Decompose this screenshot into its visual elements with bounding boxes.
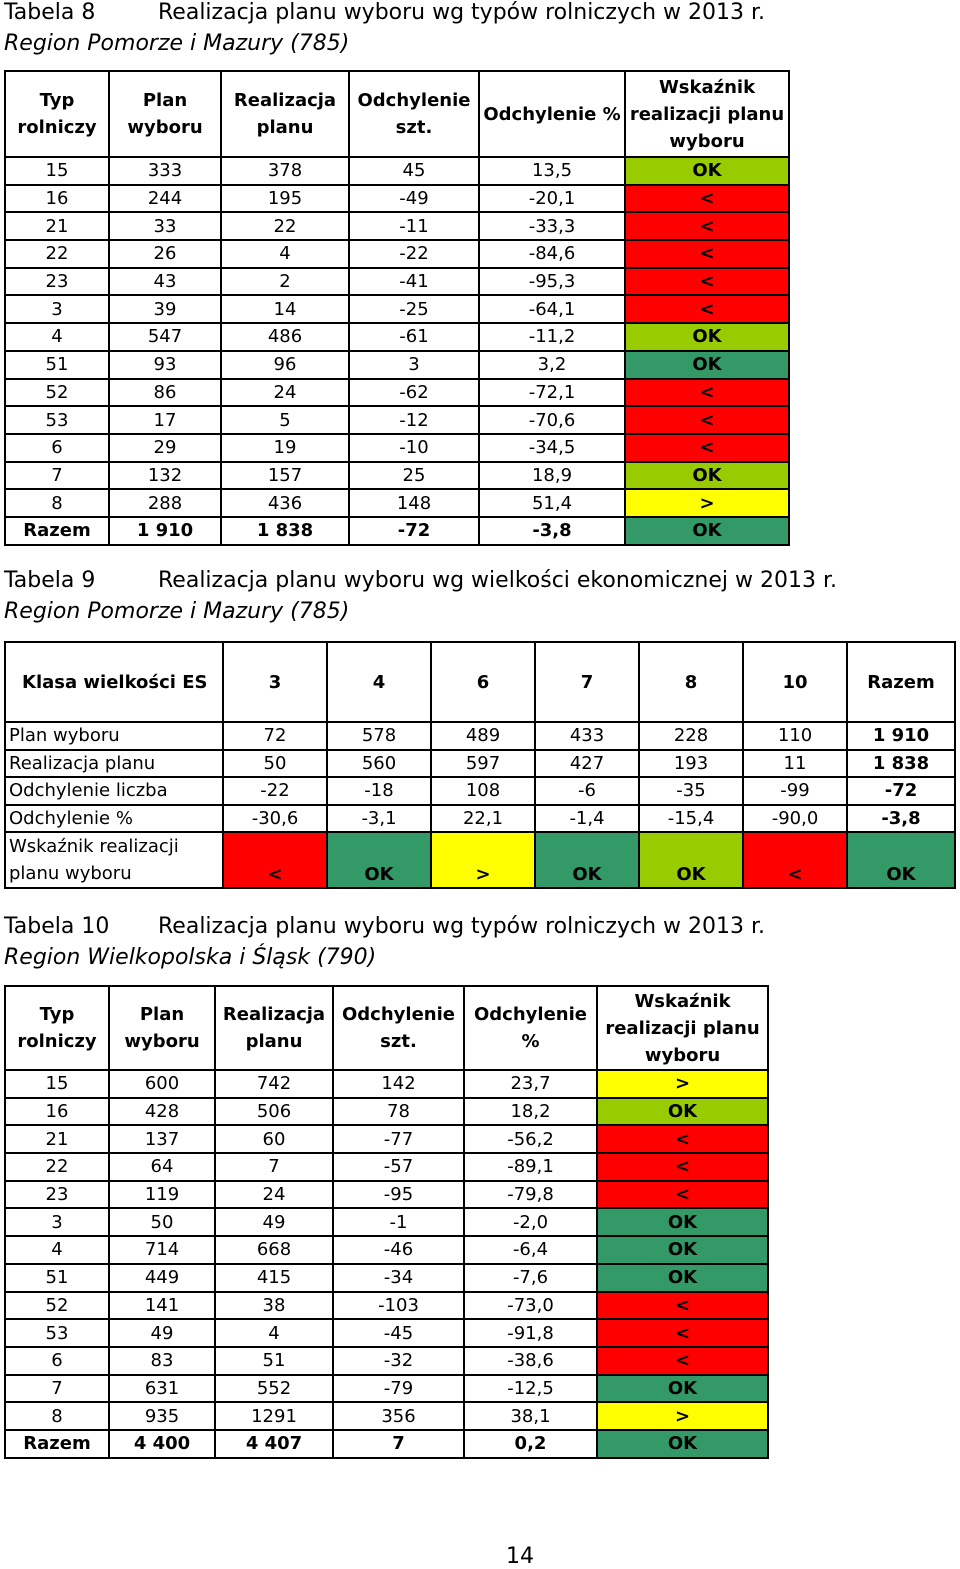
- table-row: [5, 351, 789, 379]
- table-cell: 356: [333, 1402, 464, 1430]
- table-cell: 8: [5, 1402, 109, 1430]
- table-row: [5, 1236, 768, 1264]
- table-cell: 6: [5, 434, 109, 462]
- table-cell: 935: [109, 1402, 215, 1430]
- indicator-cell: <: [597, 1347, 768, 1375]
- table-cell: 436: [221, 489, 349, 517]
- table9: [4, 641, 956, 889]
- table-row: [5, 434, 789, 462]
- table-cell: 1291: [215, 1402, 333, 1430]
- table-cell: -7,6: [464, 1264, 597, 1292]
- table-cell: -91,8: [464, 1319, 597, 1347]
- table-cell: 489: [431, 722, 535, 750]
- table-cell: 21: [5, 212, 109, 240]
- table-cell: 13,5: [479, 157, 625, 185]
- table-row: [5, 805, 955, 833]
- column-header: Typ rolniczy: [5, 986, 109, 1070]
- table-row: [5, 1153, 768, 1181]
- indicator-cell: <: [625, 406, 789, 434]
- table-cell: 6: [5, 1347, 109, 1375]
- table-cell: 78: [333, 1098, 464, 1126]
- indicator-cell: <: [625, 295, 789, 323]
- column-header: Typ rolniczy: [5, 71, 109, 157]
- indicator-cell: OK: [639, 832, 743, 888]
- column-header: 6: [431, 642, 535, 722]
- table-cell: 52: [5, 1292, 109, 1320]
- column-header: 10: [743, 642, 847, 722]
- column-header: 8: [639, 642, 743, 722]
- table-cell: 23: [5, 268, 109, 296]
- table-cell: 142: [333, 1070, 464, 1098]
- table-cell: 64: [109, 1153, 215, 1181]
- table-cell: -2,0: [464, 1208, 597, 1236]
- total-cell: -72: [847, 777, 955, 805]
- table9-region: Region Pomorze i Mazury (785): [4, 599, 350, 624]
- table-cell: -84,6: [479, 240, 625, 268]
- table-row: [5, 1125, 768, 1153]
- table-cell: 2: [221, 268, 349, 296]
- table-cell: 3: [349, 351, 479, 379]
- indicator-cell: OK: [597, 1264, 768, 1292]
- table-cell: 7: [215, 1153, 333, 1181]
- table-cell: -77: [333, 1125, 464, 1153]
- indicator-cell: <: [597, 1292, 768, 1320]
- table-cell: -3,1: [327, 805, 431, 833]
- total-row: [5, 517, 789, 545]
- indicator-cell: <: [597, 1125, 768, 1153]
- table-cell: -79,8: [464, 1181, 597, 1209]
- table-cell: 43: [109, 268, 221, 296]
- table-cell: -70,6: [479, 406, 625, 434]
- table-cell: 4: [5, 323, 109, 351]
- column-header: Plan wyboru: [109, 71, 221, 157]
- table-cell: 96: [221, 351, 349, 379]
- table-cell: 72: [223, 722, 327, 750]
- table-cell: 5: [221, 406, 349, 434]
- indicator-cell: OK: [535, 832, 639, 888]
- table-cell: 22: [5, 240, 109, 268]
- table-row: [5, 295, 789, 323]
- table10-caption-text: Realizacja planu wyboru wg typów rolniczych w 2013 r.: [158, 914, 765, 939]
- indicator-cell: OK: [625, 351, 789, 379]
- table10: [4, 985, 769, 1459]
- table8-caption-text: Realizacja planu wyboru wg typów rolniczych w 2013 r.: [158, 0, 765, 25]
- table-cell: -61: [349, 323, 479, 351]
- table-cell: 288: [109, 489, 221, 517]
- table8-region: Region Pomorze i Mazury (785): [4, 31, 350, 56]
- table-row: [5, 240, 789, 268]
- table-cell: 597: [431, 750, 535, 778]
- total-cell: 1 838: [221, 517, 349, 545]
- table-cell: -90,0: [743, 805, 847, 833]
- table-cell: 552: [215, 1375, 333, 1403]
- table-cell: -20,1: [479, 185, 625, 213]
- table-cell: 547: [109, 323, 221, 351]
- table-cell: -35: [639, 777, 743, 805]
- table-cell: 110: [743, 722, 847, 750]
- table-cell: 86: [109, 379, 221, 407]
- table-row: [5, 777, 955, 805]
- table-cell: 631: [109, 1375, 215, 1403]
- column-header: Realizacja planu: [215, 986, 333, 1070]
- table-cell: -64,1: [479, 295, 625, 323]
- column-header: Odchylenie szt.: [349, 71, 479, 157]
- column-header: Plan wyboru: [109, 986, 215, 1070]
- table-cell: 4: [221, 240, 349, 268]
- table-row: [5, 462, 789, 490]
- table-row: [5, 489, 789, 517]
- indicator-cell: <: [597, 1181, 768, 1209]
- table-cell: -11: [349, 212, 479, 240]
- table-cell: 141: [109, 1292, 215, 1320]
- total-row: [5, 1430, 768, 1458]
- table-cell: -10: [349, 434, 479, 462]
- table-cell: 11: [743, 750, 847, 778]
- indicator-row: [5, 832, 955, 888]
- table-cell: -89,1: [464, 1153, 597, 1181]
- table-row: [5, 1070, 768, 1098]
- column-header: 3: [223, 642, 327, 722]
- table-cell: 600: [109, 1070, 215, 1098]
- table-cell: 7: [5, 462, 109, 490]
- table-cell: 157: [221, 462, 349, 490]
- column-header: Klasa wielkości ES: [5, 642, 223, 722]
- table9-caption-number: Tabela 9: [4, 568, 96, 593]
- table-cell: 16: [5, 1098, 109, 1126]
- table-cell: 24: [215, 1181, 333, 1209]
- indicator-cell: OK: [327, 832, 431, 888]
- row-label: Odchylenie %: [5, 805, 223, 833]
- table-cell: 15: [5, 1070, 109, 1098]
- table-cell: -46: [333, 1236, 464, 1264]
- table-row: [5, 750, 955, 778]
- table10-region: Region Wielkopolska i Śląsk (790): [4, 945, 377, 970]
- table-row: [5, 323, 789, 351]
- table-cell: -79: [333, 1375, 464, 1403]
- indicator-cell: OK: [625, 517, 789, 545]
- table-cell: -45: [333, 1319, 464, 1347]
- table-cell: -1,4: [535, 805, 639, 833]
- table-cell: -30,6: [223, 805, 327, 833]
- table-cell: 53: [5, 1319, 109, 1347]
- table-cell: 22: [221, 212, 349, 240]
- table-cell: 3,2: [479, 351, 625, 379]
- table-row: [5, 1098, 768, 1126]
- table-row: [5, 157, 789, 185]
- row-label: Plan wyboru: [5, 722, 223, 750]
- table-cell: 25: [349, 462, 479, 490]
- table-cell: 333: [109, 157, 221, 185]
- table-cell: -1: [333, 1208, 464, 1236]
- column-header: 7: [535, 642, 639, 722]
- column-header: Razem: [847, 642, 955, 722]
- table-cell: 21: [5, 1125, 109, 1153]
- table-cell: 38: [215, 1292, 333, 1320]
- table-cell: 3: [5, 1208, 109, 1236]
- total-cell: 7: [333, 1430, 464, 1458]
- table-cell: -6,4: [464, 1236, 597, 1264]
- table9-caption-text: Realizacja planu wyboru wg wielkości ekonomicznej w 2013 r.: [158, 568, 838, 593]
- table-cell: -57: [333, 1153, 464, 1181]
- table-cell: -22: [349, 240, 479, 268]
- table-cell: 714: [109, 1236, 215, 1264]
- table10-caption: [4, 914, 765, 939]
- total-cell: 4 407: [215, 1430, 333, 1458]
- column-header: 4: [327, 642, 431, 722]
- indicator-cell: >: [625, 489, 789, 517]
- table-cell: -12: [349, 406, 479, 434]
- table-cell: 132: [109, 462, 221, 490]
- table-cell: 148: [349, 489, 479, 517]
- table-cell: 427: [535, 750, 639, 778]
- table-cell: 195: [221, 185, 349, 213]
- indicator-cell: OK: [597, 1236, 768, 1264]
- table-cell: 23: [5, 1181, 109, 1209]
- table-row: [5, 212, 789, 240]
- table-row: [5, 1208, 768, 1236]
- table-cell: -49: [349, 185, 479, 213]
- table-cell: 50: [109, 1208, 215, 1236]
- indicator-cell: <: [625, 212, 789, 240]
- table-cell: 108: [431, 777, 535, 805]
- table-cell: 15: [5, 157, 109, 185]
- table-cell: 137: [109, 1125, 215, 1153]
- table-row: [5, 379, 789, 407]
- table-cell: 33: [109, 212, 221, 240]
- table-cell: 742: [215, 1070, 333, 1098]
- table-cell: -95,3: [479, 268, 625, 296]
- table-cell: 449: [109, 1264, 215, 1292]
- table-cell: 119: [109, 1181, 215, 1209]
- table-cell: 53: [5, 406, 109, 434]
- indicator-cell: <: [625, 434, 789, 462]
- table-cell: 668: [215, 1236, 333, 1264]
- total-cell: -3,8: [847, 805, 955, 833]
- indicator-cell: <: [597, 1153, 768, 1181]
- table8-caption-number: Tabela 8: [4, 0, 96, 25]
- table-cell: 4: [215, 1319, 333, 1347]
- table-cell: -73,0: [464, 1292, 597, 1320]
- indicator-cell: <: [625, 240, 789, 268]
- table-cell: -38,6: [464, 1347, 597, 1375]
- column-header: Odchylenie szt.: [333, 986, 464, 1070]
- table-cell: 93: [109, 351, 221, 379]
- total-cell: 0,2: [464, 1430, 597, 1458]
- table-cell: 17: [109, 406, 221, 434]
- table-row: [5, 1347, 768, 1375]
- table-cell: -11,2: [479, 323, 625, 351]
- table-cell: 51: [5, 1264, 109, 1292]
- table-cell: 486: [221, 323, 349, 351]
- table-row: [5, 1402, 768, 1430]
- column-header: Wskaźnik realizacji planu wyboru: [625, 71, 789, 157]
- indicator-cell: OK: [597, 1375, 768, 1403]
- indicator-cell: >: [597, 1402, 768, 1430]
- table-cell: -33,3: [479, 212, 625, 240]
- total-cell: 1 910: [109, 517, 221, 545]
- table-cell: -34: [333, 1264, 464, 1292]
- table-cell: 22,1: [431, 805, 535, 833]
- table-cell: 8: [5, 489, 109, 517]
- table-cell: -25: [349, 295, 479, 323]
- table-cell: 45: [349, 157, 479, 185]
- table-cell: -22: [223, 777, 327, 805]
- total-cell: Razem: [5, 1430, 109, 1458]
- table-row: [5, 268, 789, 296]
- table-cell: 4: [5, 1236, 109, 1264]
- total-cell: -72: [349, 517, 479, 545]
- total-cell: 1 838: [847, 750, 955, 778]
- table-cell: 83: [109, 1347, 215, 1375]
- table-cell: 378: [221, 157, 349, 185]
- indicator-cell: >: [431, 832, 535, 888]
- table9-caption: [4, 568, 837, 593]
- table-row: [5, 722, 955, 750]
- table-cell: 7: [5, 1375, 109, 1403]
- table-row: [5, 406, 789, 434]
- total-cell: 4 400: [109, 1430, 215, 1458]
- indicator-cell: OK: [625, 323, 789, 351]
- total-cell: Razem: [5, 517, 109, 545]
- table-cell: -18: [327, 777, 431, 805]
- table-cell: 51: [5, 351, 109, 379]
- table-cell: 22: [5, 1153, 109, 1181]
- table-cell: 26: [109, 240, 221, 268]
- table-row: [5, 1319, 768, 1347]
- table-cell: 19: [221, 434, 349, 462]
- table-cell: 49: [215, 1208, 333, 1236]
- table-cell: 24: [221, 379, 349, 407]
- table-cell: -15,4: [639, 805, 743, 833]
- table8-caption: [4, 0, 765, 25]
- table-cell: -12,5: [464, 1375, 597, 1403]
- table-cell: 39: [109, 295, 221, 323]
- table-row: [5, 185, 789, 213]
- table-cell: -6: [535, 777, 639, 805]
- column-header: Odchylenie %: [464, 986, 597, 1070]
- table-cell: 193: [639, 750, 743, 778]
- table-cell: 14: [221, 295, 349, 323]
- table-cell: -56,2: [464, 1125, 597, 1153]
- table-cell: 16: [5, 185, 109, 213]
- table-cell: -41: [349, 268, 479, 296]
- table-row: [5, 1181, 768, 1209]
- table-cell: 228: [639, 722, 743, 750]
- table-cell: -95: [333, 1181, 464, 1209]
- row-label: Odchylenie liczba: [5, 777, 223, 805]
- table-cell: 560: [327, 750, 431, 778]
- table-cell: 49: [109, 1319, 215, 1347]
- table-cell: 428: [109, 1098, 215, 1126]
- table-cell: 18,2: [464, 1098, 597, 1126]
- indicator-cell: OK: [847, 832, 955, 888]
- table-cell: 51: [215, 1347, 333, 1375]
- indicator-cell: >: [597, 1070, 768, 1098]
- table-cell: 50: [223, 750, 327, 778]
- indicator-cell: <: [223, 832, 327, 888]
- table10-caption-number: Tabela 10: [4, 914, 110, 939]
- table-cell: 415: [215, 1264, 333, 1292]
- table-cell: 244: [109, 185, 221, 213]
- table-cell: -72,1: [479, 379, 625, 407]
- table-cell: -99: [743, 777, 847, 805]
- table-cell: 52: [5, 379, 109, 407]
- indicator-cell: OK: [597, 1208, 768, 1236]
- indicator-cell: <: [625, 268, 789, 296]
- table-cell: 578: [327, 722, 431, 750]
- table-cell: 38,1: [464, 1402, 597, 1430]
- table-cell: -62: [349, 379, 479, 407]
- indicator-cell: <: [597, 1319, 768, 1347]
- page-number: 14: [506, 1544, 534, 1569]
- table-row: [5, 1375, 768, 1403]
- table-cell: 433: [535, 722, 639, 750]
- column-header: Odchylenie %: [479, 71, 625, 157]
- table-cell: -103: [333, 1292, 464, 1320]
- table8: [4, 70, 790, 546]
- column-header: Realizacja planu: [221, 71, 349, 157]
- table-cell: 3: [5, 295, 109, 323]
- indicator-cell: <: [625, 379, 789, 407]
- column-header: Wskaźnik realizacji planu wyboru: [597, 986, 768, 1070]
- total-cell: -3,8: [479, 517, 625, 545]
- table-cell: -32: [333, 1347, 464, 1375]
- table-cell: 23,7: [464, 1070, 597, 1098]
- row-label: Wskaźnik realizacji planu wyboru: [5, 832, 223, 888]
- table-cell: -34,5: [479, 434, 625, 462]
- indicator-cell: <: [743, 832, 847, 888]
- indicator-cell: OK: [597, 1098, 768, 1126]
- table-cell: 506: [215, 1098, 333, 1126]
- table-cell: 29: [109, 434, 221, 462]
- total-cell: 1 910: [847, 722, 955, 750]
- table-cell: 18,9: [479, 462, 625, 490]
- table-cell: 51,4: [479, 489, 625, 517]
- table-row: [5, 1264, 768, 1292]
- indicator-cell: <: [625, 185, 789, 213]
- table-cell: 60: [215, 1125, 333, 1153]
- indicator-cell: OK: [597, 1430, 768, 1458]
- table-row: [5, 1292, 768, 1320]
- row-label: Realizacja planu: [5, 750, 223, 778]
- indicator-cell: OK: [625, 157, 789, 185]
- indicator-cell: OK: [625, 462, 789, 490]
